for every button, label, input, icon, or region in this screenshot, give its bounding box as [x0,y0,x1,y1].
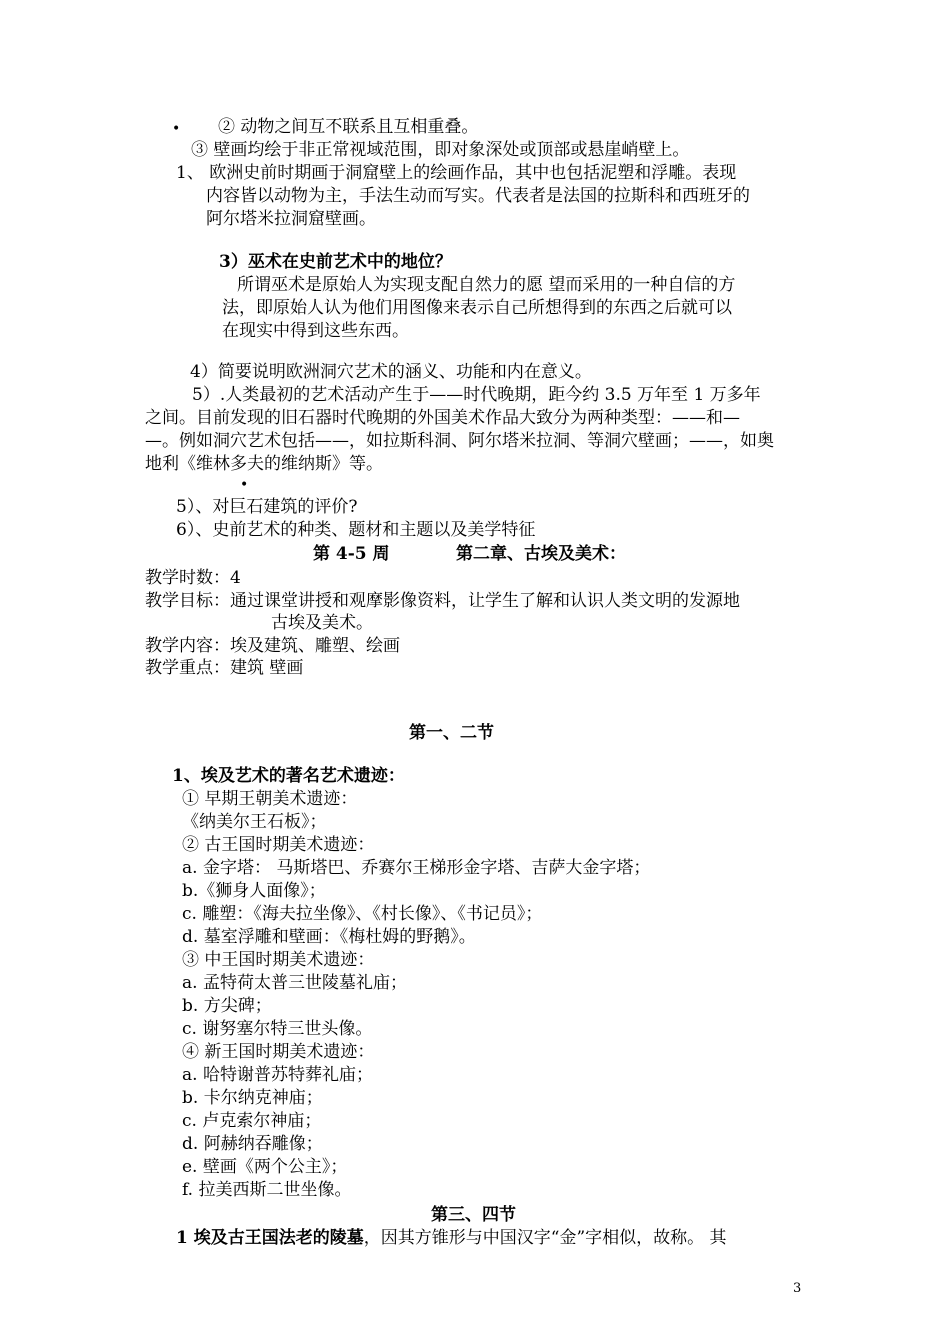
section-heading: 第三、四节 [431,1205,516,1225]
text-line: ② 动物之间互不联系且互相重叠。 [218,117,479,137]
text-line: 6）、史前艺术的种类、题材和主题以及美学特征 [176,520,536,540]
text-line: 古埃及美术。 [271,613,373,633]
text-line: 教学目标：通过课堂讲授和观摩影像资料，让学生了解和认识人类文明的发源地 [145,591,740,611]
text-line: ④ 新王国时期美术遗迹： [182,1042,375,1062]
chapter-title: 第二章、古埃及美术： [456,544,626,564]
text-line: a. 孟特荷太普三世陵墓礼庙； [182,973,407,993]
text-line: —。例如洞穴艺术包括——，如拉斯科洞、阿尔塔米拉洞、等洞穴壁画；——，如奥 [145,431,774,451]
page-number: 3 [793,1281,802,1296]
bullet-marker: • [240,477,249,493]
text-line: 《纳美尔王石板》； [182,812,327,832]
text-line: c. 卢克索尔神庙； [182,1111,322,1131]
text-line: 地利《维林多夫的维纳斯》等。 [145,454,383,474]
text-line: 之间。目前发现的旧石器时代晚期的外国美术作品大致分为两种类型：——和— [145,408,740,428]
text-line [176,1227,727,1250]
text-line: 5）、对巨石建筑的评价? [176,497,358,517]
text-line: d. 墓室浮雕和壁画：《梅杜姆的野鹅》。 [182,927,476,947]
text-line: 法，即原始人认为他们用图像来表示自己所想得到的东西之后就可以 [222,298,732,318]
text-line: 5）.人类最初的艺术活动产生于——时代晚期，距今约 3.5 万年至 1 万多年 [192,385,761,405]
text-line: b.《狮身人面像》； [182,881,326,901]
bullet-marker: • [172,121,181,137]
text-line: d. 阿赫纳吞雕像； [182,1134,323,1154]
text-line: 在现实中得到这些东西。 [222,321,409,341]
text-line: c. 谢努塞尔特三世头像。 [182,1019,373,1039]
text-run: ，因其方锥形与中国汉字“金”字相似，故称。 其 [363,1228,727,1248]
text-line: ② 古王国时期美术遗迹： [182,835,375,855]
section-heading: 第一、二节 [409,723,494,743]
text-line: c. 雕塑：《海夫拉坐像》、《村长像》、《书记员》； [182,904,543,924]
text-line: 教学重点：建筑 壁画 [145,658,304,678]
text-line: ③ 中王国时期美术遗迹： [182,950,375,970]
text-line: ① 早期王朝美术遗迹： [182,789,358,809]
text-line: e. 壁画《两个公主》； [182,1157,348,1177]
subsection-heading: 1、埃及艺术的著名艺术遗迹： [172,766,405,786]
text-line: a. 哈特谢普苏特葬礼庙； [182,1065,373,1085]
text-line: ③ 壁画均绘于非正常视域范围，即对象深处或顶部或悬崖峭壁上。 [191,140,690,160]
week-label: 第 4-5 周 [313,544,390,564]
text-line: a. 金字塔： 马斯塔巴、乔赛尔王梯形金字塔、吉萨大金字塔； [182,858,651,878]
text-line: 1、 欧洲史前时期画于洞窟壁上的绘画作品，其中也包括泥塑和浮雕。表现 [176,163,737,183]
text-line: 所谓巫术是原始人为实现支配自然力的愿 望而采用的一种自信的方 [237,275,736,295]
text-line: f. 拉美西斯二世坐像。 [182,1180,352,1200]
text-line: b. 卡尔纳克神庙； [182,1088,323,1108]
text-line: b. 方尖碑； [182,996,272,1016]
text-line: 4）简要说明欧洲洞穴艺术的涵义、功能和内在意义。 [190,362,592,382]
text-line: 阿尔塔米拉洞窟壁画。 [206,209,376,229]
text-line: 内容皆以动物为主，手法生动而写实。代表者是法国的拉斯科和西班牙的 [206,186,750,206]
emphasized-term: 1 埃及古王国法老的陵墓 [176,1228,364,1248]
text-line: 教学时数：4 [145,568,241,588]
text-line: 教学内容：埃及建筑、雕塑、绘画 [145,636,400,656]
section-question-heading: 3）巫术在史前艺术中的地位？ [219,252,452,272]
